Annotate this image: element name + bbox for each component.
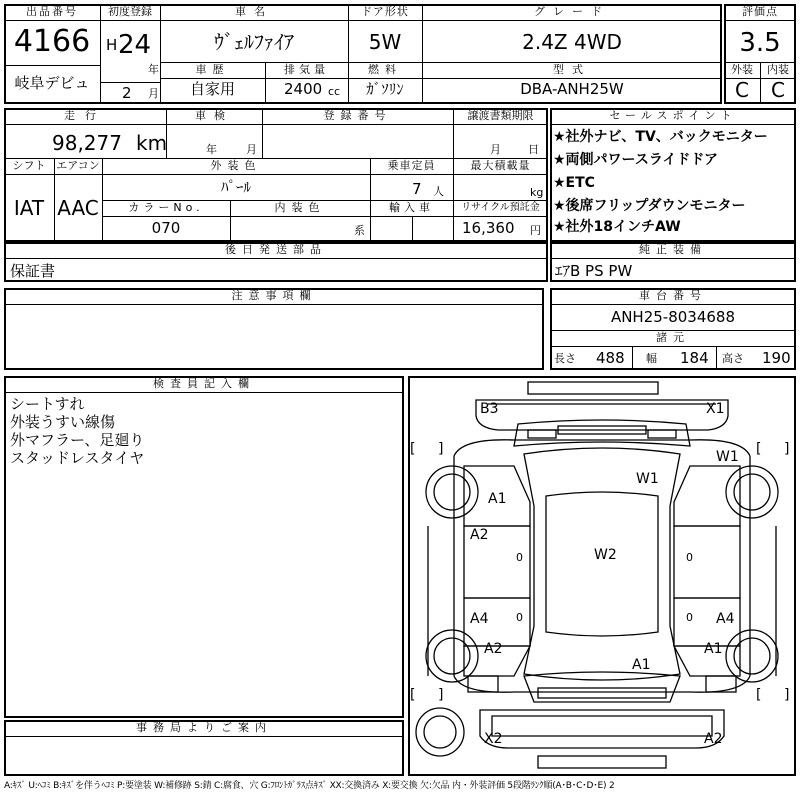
lot-no-label: 出品番号 bbox=[26, 5, 78, 18]
office-label: 事務局よりご案内 bbox=[136, 721, 272, 734]
mark-a1-left-front: A1 bbox=[488, 491, 507, 507]
model-label: 型式 bbox=[553, 63, 591, 76]
zero-left-door: 0 bbox=[516, 551, 523, 564]
mileage-unit: km bbox=[136, 131, 168, 155]
sales-point-5: ★社外18インチAW bbox=[553, 219, 681, 235]
height: 190 bbox=[762, 349, 791, 367]
bracket-close-left-front: ] bbox=[438, 441, 444, 457]
zero-right-rear: 0 bbox=[686, 611, 693, 624]
year-unit: 年 bbox=[148, 63, 159, 76]
mark-a2-left-rear: A2 bbox=[484, 641, 503, 657]
model-code: DBA-ANH25W bbox=[520, 80, 624, 98]
inspector-note-2: 外装うすい線傷 bbox=[10, 413, 116, 431]
mark-a2-left-door: A2 bbox=[470, 527, 489, 543]
length-label: 長さ bbox=[554, 352, 576, 365]
mark-w2-roof: W2 bbox=[594, 547, 617, 563]
chassis-number: ANH25-8034688 bbox=[610, 308, 736, 326]
mark-w1-hood: W1 bbox=[636, 471, 659, 487]
later-parts-value: 保証書 bbox=[10, 262, 56, 280]
era: H bbox=[106, 36, 118, 54]
shift-label: シフト bbox=[12, 159, 46, 172]
door-label: ドア形状 bbox=[361, 5, 409, 18]
inspection-year-unit: 年 bbox=[206, 143, 217, 156]
reg-no-label: 登録番号 bbox=[323, 109, 392, 122]
color-no-label: カラーNo. bbox=[128, 201, 204, 214]
mark-a1-rear: A1 bbox=[632, 657, 651, 673]
capacity-unit: 人 bbox=[433, 185, 444, 198]
first-reg-label: 初度登録 bbox=[108, 5, 152, 18]
fuel-label: 燃料 bbox=[368, 63, 402, 76]
door-type: 5W bbox=[368, 30, 402, 54]
import-label: 輸入車 bbox=[389, 201, 434, 214]
bracket-open-right-front: [ bbox=[756, 441, 762, 457]
color-no: 070 bbox=[151, 219, 181, 237]
mark-b3: B3 bbox=[480, 401, 499, 417]
inspector-label: 検査員記入欄 bbox=[153, 377, 255, 390]
equipment-label: 純正装備 bbox=[639, 243, 707, 256]
later-parts-label: 後日発送部品 bbox=[225, 243, 327, 256]
displacement: 2400 bbox=[284, 80, 323, 98]
exterior-color: ﾊﾟｰﾙ bbox=[220, 178, 251, 196]
mileage: 98,277 bbox=[52, 131, 122, 155]
inspection-label: 車検 bbox=[195, 109, 233, 122]
interior-color-label: 内装色 bbox=[274, 201, 326, 214]
debut-label: 岐阜デビュ bbox=[14, 74, 90, 92]
history-label: 車歴 bbox=[195, 63, 230, 76]
width: 184 bbox=[680, 349, 709, 367]
zero-left-rear: 0 bbox=[516, 611, 523, 624]
exterior-grade: C bbox=[735, 78, 749, 102]
interior-color-unit: 系 bbox=[354, 224, 365, 237]
inspector-note-3: 外マフラー、足廻り bbox=[10, 431, 145, 449]
mark-x1: X1 bbox=[706, 401, 725, 417]
exterior-label: 外装 bbox=[731, 63, 753, 76]
score-label: 評価点 bbox=[742, 5, 778, 18]
recycle-label: リサイクル預託金 bbox=[461, 202, 540, 213]
legend-text: A:ｷｽﾞ U:ﾍｺﾐ B:ｷｽﾞを伴うﾍｺﾐ P:要塗装 W:補修跡 S:錆 C:腐食、穴 G:ﾌﾛﾝﾄｶﾞﾗｽ点ｷｽﾞ XX:交換済み X:要交換 欠:欠品 内・外装評価 5段階ﾗﾝｸ順(A･B･C･D･E) 2 bbox=[4, 781, 615, 791]
bracket-open-right-rear: [ bbox=[756, 687, 762, 703]
grade-label: グレード bbox=[534, 5, 610, 18]
interior-label: 内装 bbox=[767, 63, 789, 76]
width-label: 幅 bbox=[646, 352, 657, 365]
interior-grade: C bbox=[771, 78, 785, 102]
mark-a2-rear-bumper: A2 bbox=[704, 731, 723, 747]
color-label: 外装色 bbox=[210, 159, 262, 172]
month-unit: 月 bbox=[148, 87, 159, 100]
displacement-unit: cc bbox=[328, 85, 341, 98]
transfer-month-unit: 月 bbox=[490, 143, 501, 156]
length: 488 bbox=[596, 349, 625, 367]
sales-points-label: セールスポイント bbox=[609, 109, 737, 122]
transfer-day-unit: 日 bbox=[528, 143, 539, 156]
bracket-close-right-rear: ] bbox=[784, 687, 790, 703]
car-name: ｳﾞｪﾙﾌｧｲｱ bbox=[214, 30, 294, 54]
inspector-note-4: スタッドレスタイヤ bbox=[10, 449, 145, 467]
chassis-label: 車台番号 bbox=[639, 289, 707, 302]
mark-a4-right: A4 bbox=[716, 611, 735, 627]
mileage-label: 走行 bbox=[64, 109, 106, 122]
sales-point-3: ★ETC bbox=[553, 175, 595, 191]
sales-point-2: ★両側パワースライドドア bbox=[553, 152, 719, 168]
caution-label: 注意事項欄 bbox=[231, 289, 317, 302]
recycle-fee: 16,360 bbox=[462, 219, 515, 237]
fuel: ｶﾞｿﾘﾝ bbox=[366, 80, 404, 98]
height-label: 高さ bbox=[722, 352, 744, 365]
load-unit: kg bbox=[530, 186, 544, 199]
displacement-label: 排気量 bbox=[284, 63, 329, 76]
mark-a4-left: A4 bbox=[470, 611, 489, 627]
equipment-value: ｴｱB PS PW bbox=[555, 262, 633, 280]
first-reg-month: 2 bbox=[122, 84, 132, 102]
inspector-note-1: シートすれ bbox=[10, 395, 85, 413]
transfer-label: 譲渡書類期限 bbox=[467, 109, 534, 122]
sales-point-4: ★後席フリップダウンモニター bbox=[553, 198, 746, 214]
shift: IAT bbox=[13, 196, 45, 220]
inspection-month-unit: 月 bbox=[246, 143, 257, 156]
score: 3.5 bbox=[739, 28, 781, 58]
capacity: 7 bbox=[412, 180, 422, 198]
mark-w1-right: W1 bbox=[716, 449, 739, 465]
mark-a1-right-rear: A1 bbox=[704, 641, 723, 657]
capacity-label: 乗車定員 bbox=[387, 159, 436, 172]
bracket-open-left-rear: [ bbox=[410, 687, 416, 703]
specs-label: 諸元 bbox=[656, 331, 690, 344]
mark-x2: X2 bbox=[484, 731, 503, 747]
first-reg-year: 24 bbox=[118, 30, 152, 60]
ac-label: エアコン bbox=[56, 159, 100, 172]
load-label: 最大積載量 bbox=[470, 159, 531, 172]
zero-right-door: 0 bbox=[686, 551, 693, 564]
sales-point-1: ★社外ナビ、TV、バックモニター bbox=[553, 129, 768, 145]
car-diagram bbox=[408, 376, 796, 776]
lot-no: 4166 bbox=[13, 24, 91, 59]
air-conditioner: AAC bbox=[57, 196, 99, 220]
bracket-open-left-front: [ bbox=[410, 441, 416, 457]
recycle-unit: 円 bbox=[530, 224, 541, 237]
bracket-close-left-rear: ] bbox=[438, 687, 444, 703]
history: 自家用 bbox=[189, 80, 235, 98]
car-name-label: 車名 bbox=[235, 5, 273, 18]
bracket-close-right-front: ] bbox=[784, 441, 790, 457]
grade: 2.4Z 4WD bbox=[522, 30, 622, 54]
